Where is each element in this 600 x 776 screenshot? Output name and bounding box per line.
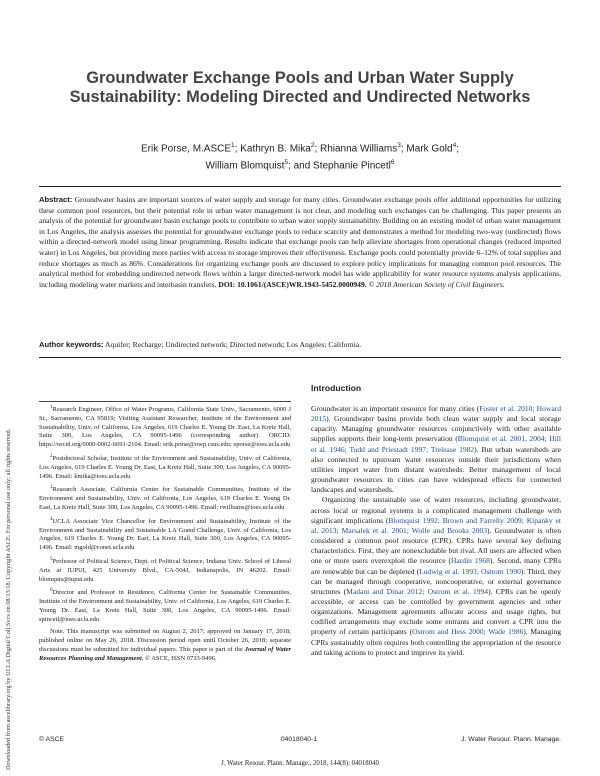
citation-link[interactable]: Blomquist 1992; Brown and Farrelly 2009; Kipanky et al. 2013; Marsalek et al. 2001; Wolfe and Brooks 2003 [311, 515, 561, 535]
author-gold: ; Mark Gold [400, 143, 453, 155]
footnote-text: Professor of Political Science, Dept. of Political Science, Indiana Univ. School of Liberal Arts at IUPUI, 425 University Blvd., CA-504J, Indianapolis, IN 46202. Email: blomquis@iupui.edu [39, 558, 291, 583]
note-end: , © ASCE, ISSN 0733-9496. [141, 654, 217, 662]
intro-paragraph-1 [311, 404, 561, 495]
footnote-6 [39, 587, 291, 624]
author-keywords [39, 340, 561, 350]
footnote-text: Research Engineer, Office of Water Programs, California State Univ., Sacramento, 6000 J St., Sacramento, CA 95819; Visiting Assistant Researcher, Institute of the Environment and Sustainability, Univ. of California, Los Angeles, 619 Charles E. Young Dr. East, La Kretz Hall, Suite 300, Los Angeles, CA 90095-1496 (corresponding author). ORCID: https://orcid.org/0000-0002-6691-2104. Email: erik.porse@owp.csus.edu; eporse@ioes.ucla.edu [39, 406, 291, 449]
keywords-label: Author keywords: [39, 340, 104, 349]
intro-paragraph-2 [311, 495, 561, 658]
citation-link[interactable]: Foster et al. 2010; Howard 2015 [311, 404, 561, 424]
download-notice-text: Downloaded from ascelibrary.org by UCLA Digital Coll Svcs on 08/13/18. Copyright ASCE. For personal use only; all rights reserved. [5, 428, 12, 770]
footnote-4 [39, 516, 291, 553]
submission-note [39, 628, 291, 663]
footer-citation: J. Water Resour. Plann. Manage., 2018, 144(8): 04018040 [221, 760, 379, 767]
footnote-sup: 1 [50, 405, 53, 410]
footer-journal-name: J. Water Resour. Plann. Manage. [461, 736, 561, 743]
abstract-text: Groundwater basins are important sources of water supply and storage for many cities. Groundwater exchange pools offer additional opportunities for utilizing these common pool resources, but their potential role in urban water management is not clear, and modeling such exchanges can be challenging. This paper presents an analysis of the potential for groundwater basin exchange pools to contribute to urban water supply sustainability. Building on an existing model of urban water management in Los Angeles, the analysis assesses the potential for groundwater exchange pools to reduce scarcity and demonstrates a method for modeling two-way (undirected) flows within a directed-network model using linear programming. Results indicate that exchange pools can help alleviate shortages from operational changes (reduced imported water) in Los Angeles, but providing more parties with access to storage improves their effectiveness. Exchange pools could potentially provide 6–12% of total supplies and reduce shortages as much as 86%. Considerations for organizing exchange pools are discussed to explore policy implications for managing common pool resources. The analytical method for embedding undirected network flows within a larger directed-network model has wide applicability for water resource systems analysis applications, including modeling water markets and interbasin transfers. [39, 195, 561, 289]
citation-link[interactable]: Hardin 1968 [450, 556, 490, 566]
citation-link[interactable]: Madani and Dinar 2012; Ostrom et al. 1994 [346, 586, 489, 596]
keywords-text: Aquifer; Recharge; Undirected network; Directed network; Los Angeles; California. [105, 340, 362, 349]
author-porse: Erik Porse, M.ASCE [141, 143, 232, 155]
footnote-1 [39, 404, 291, 450]
introduction-body [311, 404, 561, 658]
note-text: Note. This manuscript was submitted on August 2, 2017; approved on January 17, 2018; published online on May 26, 2018. Discussion period open until October 26, 2018; separate discussions must be submitted for individual papers. This paper is part of the [39, 628, 291, 653]
intro-text: ). Third, they can be managed through cooperative, noncooperative, or external governance structures ( [311, 566, 561, 596]
paper-title: Groundwater Exchange Pools and Urban Water Supply Sustainability: Modeling Directed and Undirected Networks [69, 69, 531, 106]
footnote-2 [39, 453, 291, 481]
intro-text: ). Groundwater basins provide both clean water supply and local storage capacity. Managing groundwater resources conjunctively with other available supplies supports their long-term preservation ( [311, 414, 561, 444]
author-mika: ; Kathryn B. Mika [234, 143, 311, 155]
download-notice-sidebar [3, 150, 17, 770]
keywords-bottom-rule [39, 357, 561, 358]
introduction-heading: Introduction [311, 383, 362, 393]
abstract-doi-link[interactable]: DOI: 10.1061/(ASCE)WR.1943-5452.0000949. [218, 279, 367, 289]
abstract-top-rule [39, 186, 561, 187]
footnote-5 [39, 556, 291, 584]
footnote-sup: 2 [50, 453, 53, 459]
footnote-text: Director and Professor in Residence, California Center for Sustainable Communities, Institute of the Environment and Sustainability, Univ. of California, Los Angeles, 619 Charles E. Young Dr. East, La Kretz Hall, Suite 300, Los Angeles, CA 90095-1496. Email: spincetl@ioes.ucla.edu [39, 589, 291, 623]
footnote-rule [39, 401, 291, 402]
footnote-text: Postdoctoral Scholar, Institute of the Environment and Sustainability, Univ. of California, Los Angeles, 619 Charles E. Young Dr. East, La Kretz Hall, Suite 300, Los Angeles, CA 90095-1496. Email: kmika@ioes.ucla.edu [39, 455, 291, 480]
author-pincetl: ; and Stephanie Pincetl [288, 160, 391, 172]
intro-text: ). CPRs can be openly accessible, or access can be controlled by government agencies and other organizations. Management agreements allocate access and usage rights, but codified arrangements may exclude some entrants and convert a CPR into the property of certain participants ( [311, 586, 561, 637]
intro-text: ). Groundwater is often considered a common pool resource (CPR). CPRs have several key defining characteristics. First, they are nonexcludable but rival. All users are affected when one or more users overexploit the resource ( [311, 525, 561, 566]
author-sup: 1 [231, 142, 235, 149]
abstract [39, 195, 561, 290]
footnote-text: UCLA Associate Vice Chancellor for Environment and Sustainability, Institute of the Environment and Sustainability and Sustainable LA Grand Challenge, Univ. of California, Los Angeles, 619 Charles E. Young Dr. East, La Kretz Hall, Suite 300, Los Angeles, CA 90095-1496. Email: mgold@conet.ucla.edu [39, 517, 291, 552]
intro-text: Organizing the sustainable use of water resources, including groundwater, across local or regional systems is a complicated management challenge with significant implications ( [311, 495, 561, 525]
footnote-sup: 5 [50, 556, 53, 562]
abstract-copyright: © 2018 American Society of Civil Engineers. [368, 279, 505, 289]
footnote-3 [39, 484, 291, 512]
intro-text: ). Second, many CPRs are renewable but can be depleted ( [311, 556, 562, 576]
footnote-sup: 4 [50, 516, 53, 522]
citation-link[interactable]: Ludwig et al. 1993; Ostrom 1990 [419, 566, 521, 576]
citation-link[interactable]: Blomquist et al. 2001, 2004; Hill et al. 1946; Todd and Priestadt 1997; Trelease 1982 [311, 434, 562, 454]
author-sup: 5 [284, 159, 289, 167]
footnote-sup: 6 [50, 588, 53, 594]
abstract-label: Abstract: [39, 195, 73, 204]
footer-copyright: © ASCE [39, 736, 65, 743]
intro-text: Groundwater is an important resource for many cities ( [311, 404, 480, 413]
author-sup: 4 [452, 142, 457, 149]
intro-text: ). Managing CPRs sustainably often requires both controlling the appropriation of the resource and taking actions to protect and improve its yield. [311, 627, 562, 657]
intro-text: ). But urban watersheds are also connected to upstream water resources outside their jurisdictions when utilities import water from distant watersheds. Better management of local groundwater resources in cities can have widespread effects for connected landscapes and watersheds. [311, 444, 561, 495]
author-sup: 3 [397, 142, 401, 149]
author-list: Erik Porse, M.ASCE$^1$; Kathryn B. Mika$^2$; Rhianna Williams$^3$; Mark Gold$^4$; William Blomquist$^5$; and Stephanie Pincetl$^6$ [141, 142, 459, 172]
footnote-text: Research Associate, California Center for Sustainable Communities, Institute of the Environment and Sustainability, Univ. of California, Los Angeles, 619 Charles E. Young Dr. East, La Kretz Hall, Suite 300, Los Angeles, CA 90095-1496. Email: rwilliams@ioes.ucla.edu [39, 486, 291, 511]
citation-link[interactable]: Ostrom and Hess 2000; Wade 1986 [412, 627, 524, 637]
note-journal: Journal of Water Resources Planning and Management [39, 645, 291, 662]
author-blomquist: William Blomquist [205, 160, 285, 172]
footnotes [39, 404, 291, 666]
footnote-sup: 3 [50, 485, 53, 491]
author-sup: 2 [310, 142, 315, 149]
author-williams: ; Rhianna Williams [314, 143, 398, 155]
footer-page-number: 04018040-1 [280, 736, 318, 743]
author-sup: 6 [390, 159, 395, 167]
